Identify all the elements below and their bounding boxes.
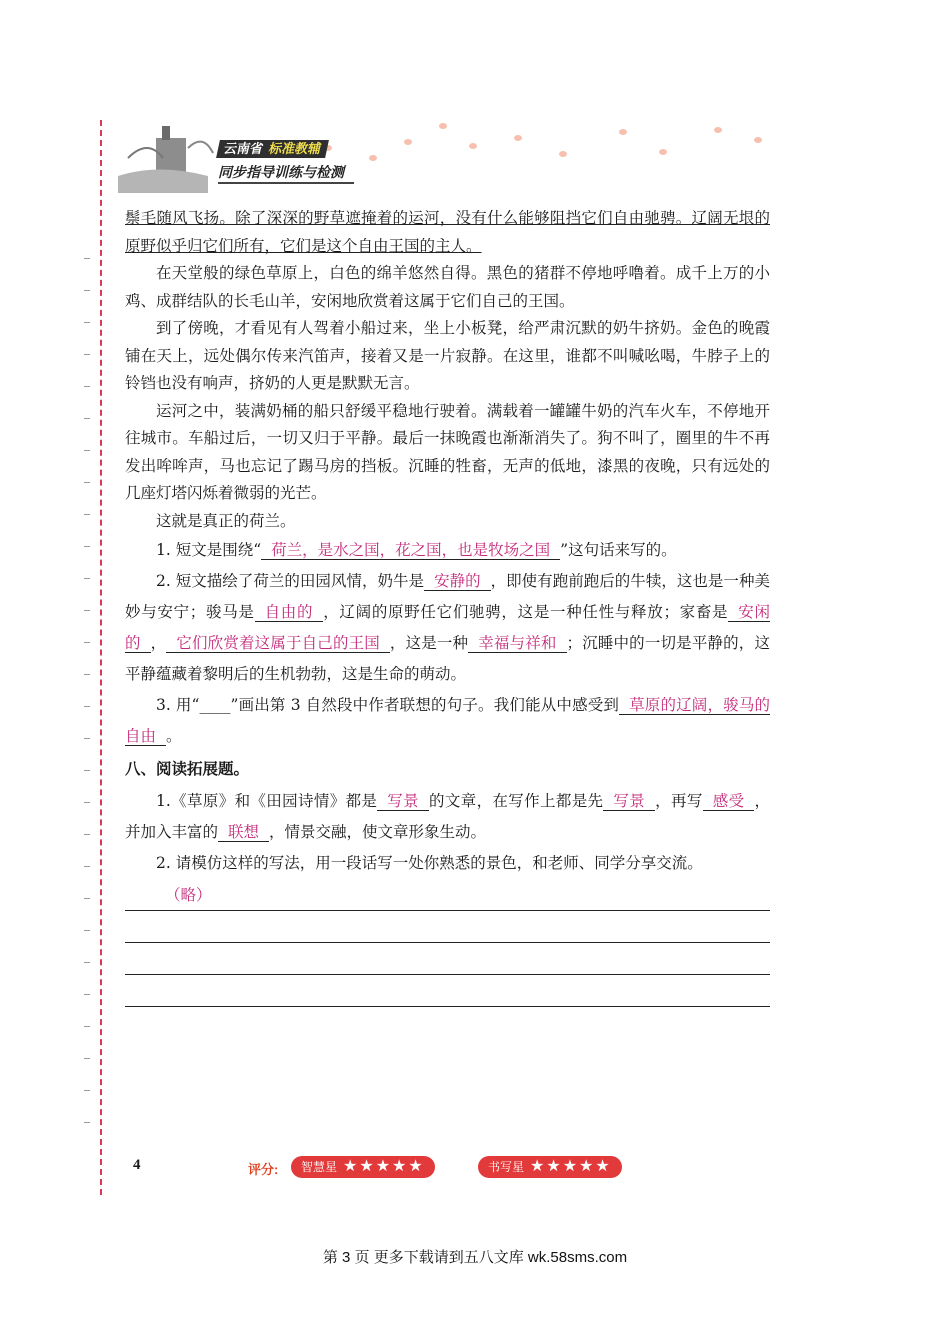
s8-q1-text-c: ，再写 <box>655 792 703 810</box>
question-1-prefix: 1. 短文是围绕“ <box>156 541 262 559</box>
passage-paragraph-3: 到了傍晚，才看见有人驾着小船过来，坐上小板凳，给严肃沉默的奶牛挤奶。金色的晚霞铺在天上，远处偶尔传来汽笛声，接着又是一片寂静。在这里，谁都不叫喊吆喝，牛脖子上的铃铛也没有响声，挤奶的人更是默默无言。 <box>125 319 770 392</box>
writing-star-label: 书写星 <box>488 1160 525 1174</box>
section-8-title: 八、阅读拓展题。 <box>125 759 250 778</box>
page-content <box>125 205 770 1007</box>
s8-q1-text-a: 1.《草原》和《田园诗情》都是 <box>156 792 378 810</box>
s8-q1-answer-2: 写景 <box>603 792 655 811</box>
question-2-answer-3: 安闲的 <box>125 603 770 652</box>
section-8-question-1 <box>125 786 770 848</box>
writing-answer: （略） <box>165 886 212 904</box>
passage-paragraph-2: 在天堂般的绿色草原上，白色的绵羊悠然自得。黑色的猪群不停地呼噜着。成千上万的小鸡、成群结队的长毛山羊，安闲地欣赏着这属于它们自己的王国。 <box>125 264 770 310</box>
wisdom-star-rating <box>291 1156 435 1178</box>
writing-line-3 <box>125 944 770 975</box>
wisdom-stars-icon: ★★★★★ <box>343 1158 425 1175</box>
question-3-text-b: ”画出第 3 自然段中作者联想的句子。我们能从中感受到 <box>230 696 620 714</box>
page-header <box>118 118 778 193</box>
score-footer <box>133 1155 773 1181</box>
brand-part1: 云南省 <box>222 141 265 156</box>
question-2-answer-5: 幸福与祥和 <box>468 634 566 653</box>
brand-part2: 标准教辅 <box>267 141 323 156</box>
s8-q1-text-e: ，情景交融，使文章形象生动。 <box>269 823 487 841</box>
question-2-text-f: ；沉睡中的一切是平静的，这平静蕴藏着黎明后的生机勃勃，这是生命的萌动。 <box>125 634 770 683</box>
s8-q1-answer-4: 联想 <box>218 823 269 842</box>
question-3-answer: 草原的辽阔，骏马的自由 <box>125 696 770 745</box>
download-note: 第 3 页 更多下载请到五八文库 wk.58sms.com <box>322 1249 628 1266</box>
brand-badge <box>216 140 329 158</box>
question-3-underline-mark: ____ <box>199 696 231 714</box>
question-3-text-a: 3. 用“ <box>156 696 200 714</box>
question-3 <box>125 690 770 752</box>
writing-line-1 <box>125 880 770 911</box>
passage-paragraph-4: 运河之中，装满奶桶的船只舒缓平稳地行驶着。满载着一罐罐牛奶的汽车火车，不停地开往城市。车船过后，一切又归于平静。最后一抹晚霞也渐渐消失了。狗不叫了，圈里的牛不再发出哞哞声，马也忘记了踢马房的挡板。沉睡的牲畜，无声的低地，漆黑的夜晚，只有远处的几座灯塔闪烁着微弱的光芒。 <box>125 401 770 502</box>
page-number: 4 <box>133 1157 141 1173</box>
question-2-answer-2: 自由的 <box>255 603 324 622</box>
question-1-answer: 荷兰，是水之国，花之国，也是牧场之国 <box>261 541 560 560</box>
section-8-question-2: 2. 请模仿这样的写法，用一段话写一处你熟悉的景色，和老师、同学分享交流。 <box>156 854 703 872</box>
question-2-text-e: ，这是一种 <box>389 634 469 652</box>
question-2-text-c: ，辽阔的原野任它们驰骋，这是一种任性与释放；家畜是 <box>323 603 729 621</box>
writing-line-4 <box>125 976 770 1007</box>
wisdom-star-label: 智慧星 <box>301 1160 338 1174</box>
s8-q1-text-b: 的文章，在写作上都是先 <box>429 792 604 810</box>
question-2-text-b: ，即使有跑前跑后的牛犊，这也是一种美妙与安宁；骏马是 <box>125 572 770 621</box>
passage-paragraph-1: 鬃毛随风飞扬。除了深深的野草遮掩着的运河，没有什么能够阻挡它们自由驰骋。辽阔无垠的原野似乎归它们所有，它们是这个自由王国的主人。 <box>125 209 770 255</box>
score-label: 评分: <box>248 1162 279 1177</box>
question-2-answer-4: 它们欣赏着这属于自己的王国 <box>166 634 390 653</box>
dashed-margin-line <box>100 120 102 1195</box>
question-2-text-d: ， <box>150 634 167 652</box>
writing-star-rating <box>478 1156 622 1178</box>
writing-line-2 <box>125 912 770 943</box>
question-1-suffix: ”这句话来写的。 <box>560 541 677 559</box>
s8-q1-text-d: ，并加入丰富的 <box>125 792 770 841</box>
question-2 <box>125 566 770 690</box>
header-subtitle: 同步指导训练与检测 <box>218 162 354 184</box>
question-2-answer-1: 安静的 <box>424 572 491 591</box>
s8-q1-answer-3: 感受 <box>703 792 755 811</box>
writing-stars-icon: ★★★★★ <box>530 1158 612 1175</box>
question-3-text-c: 。 <box>166 727 182 745</box>
question-2-text-a: 2. 短文描绘了荷兰的田园风情，奶牛是 <box>156 572 425 590</box>
question-1 <box>125 535 770 566</box>
s8-q1-answer-1: 写景 <box>377 792 429 811</box>
passage-paragraph-5: 这就是真正的荷兰。 <box>156 511 296 530</box>
